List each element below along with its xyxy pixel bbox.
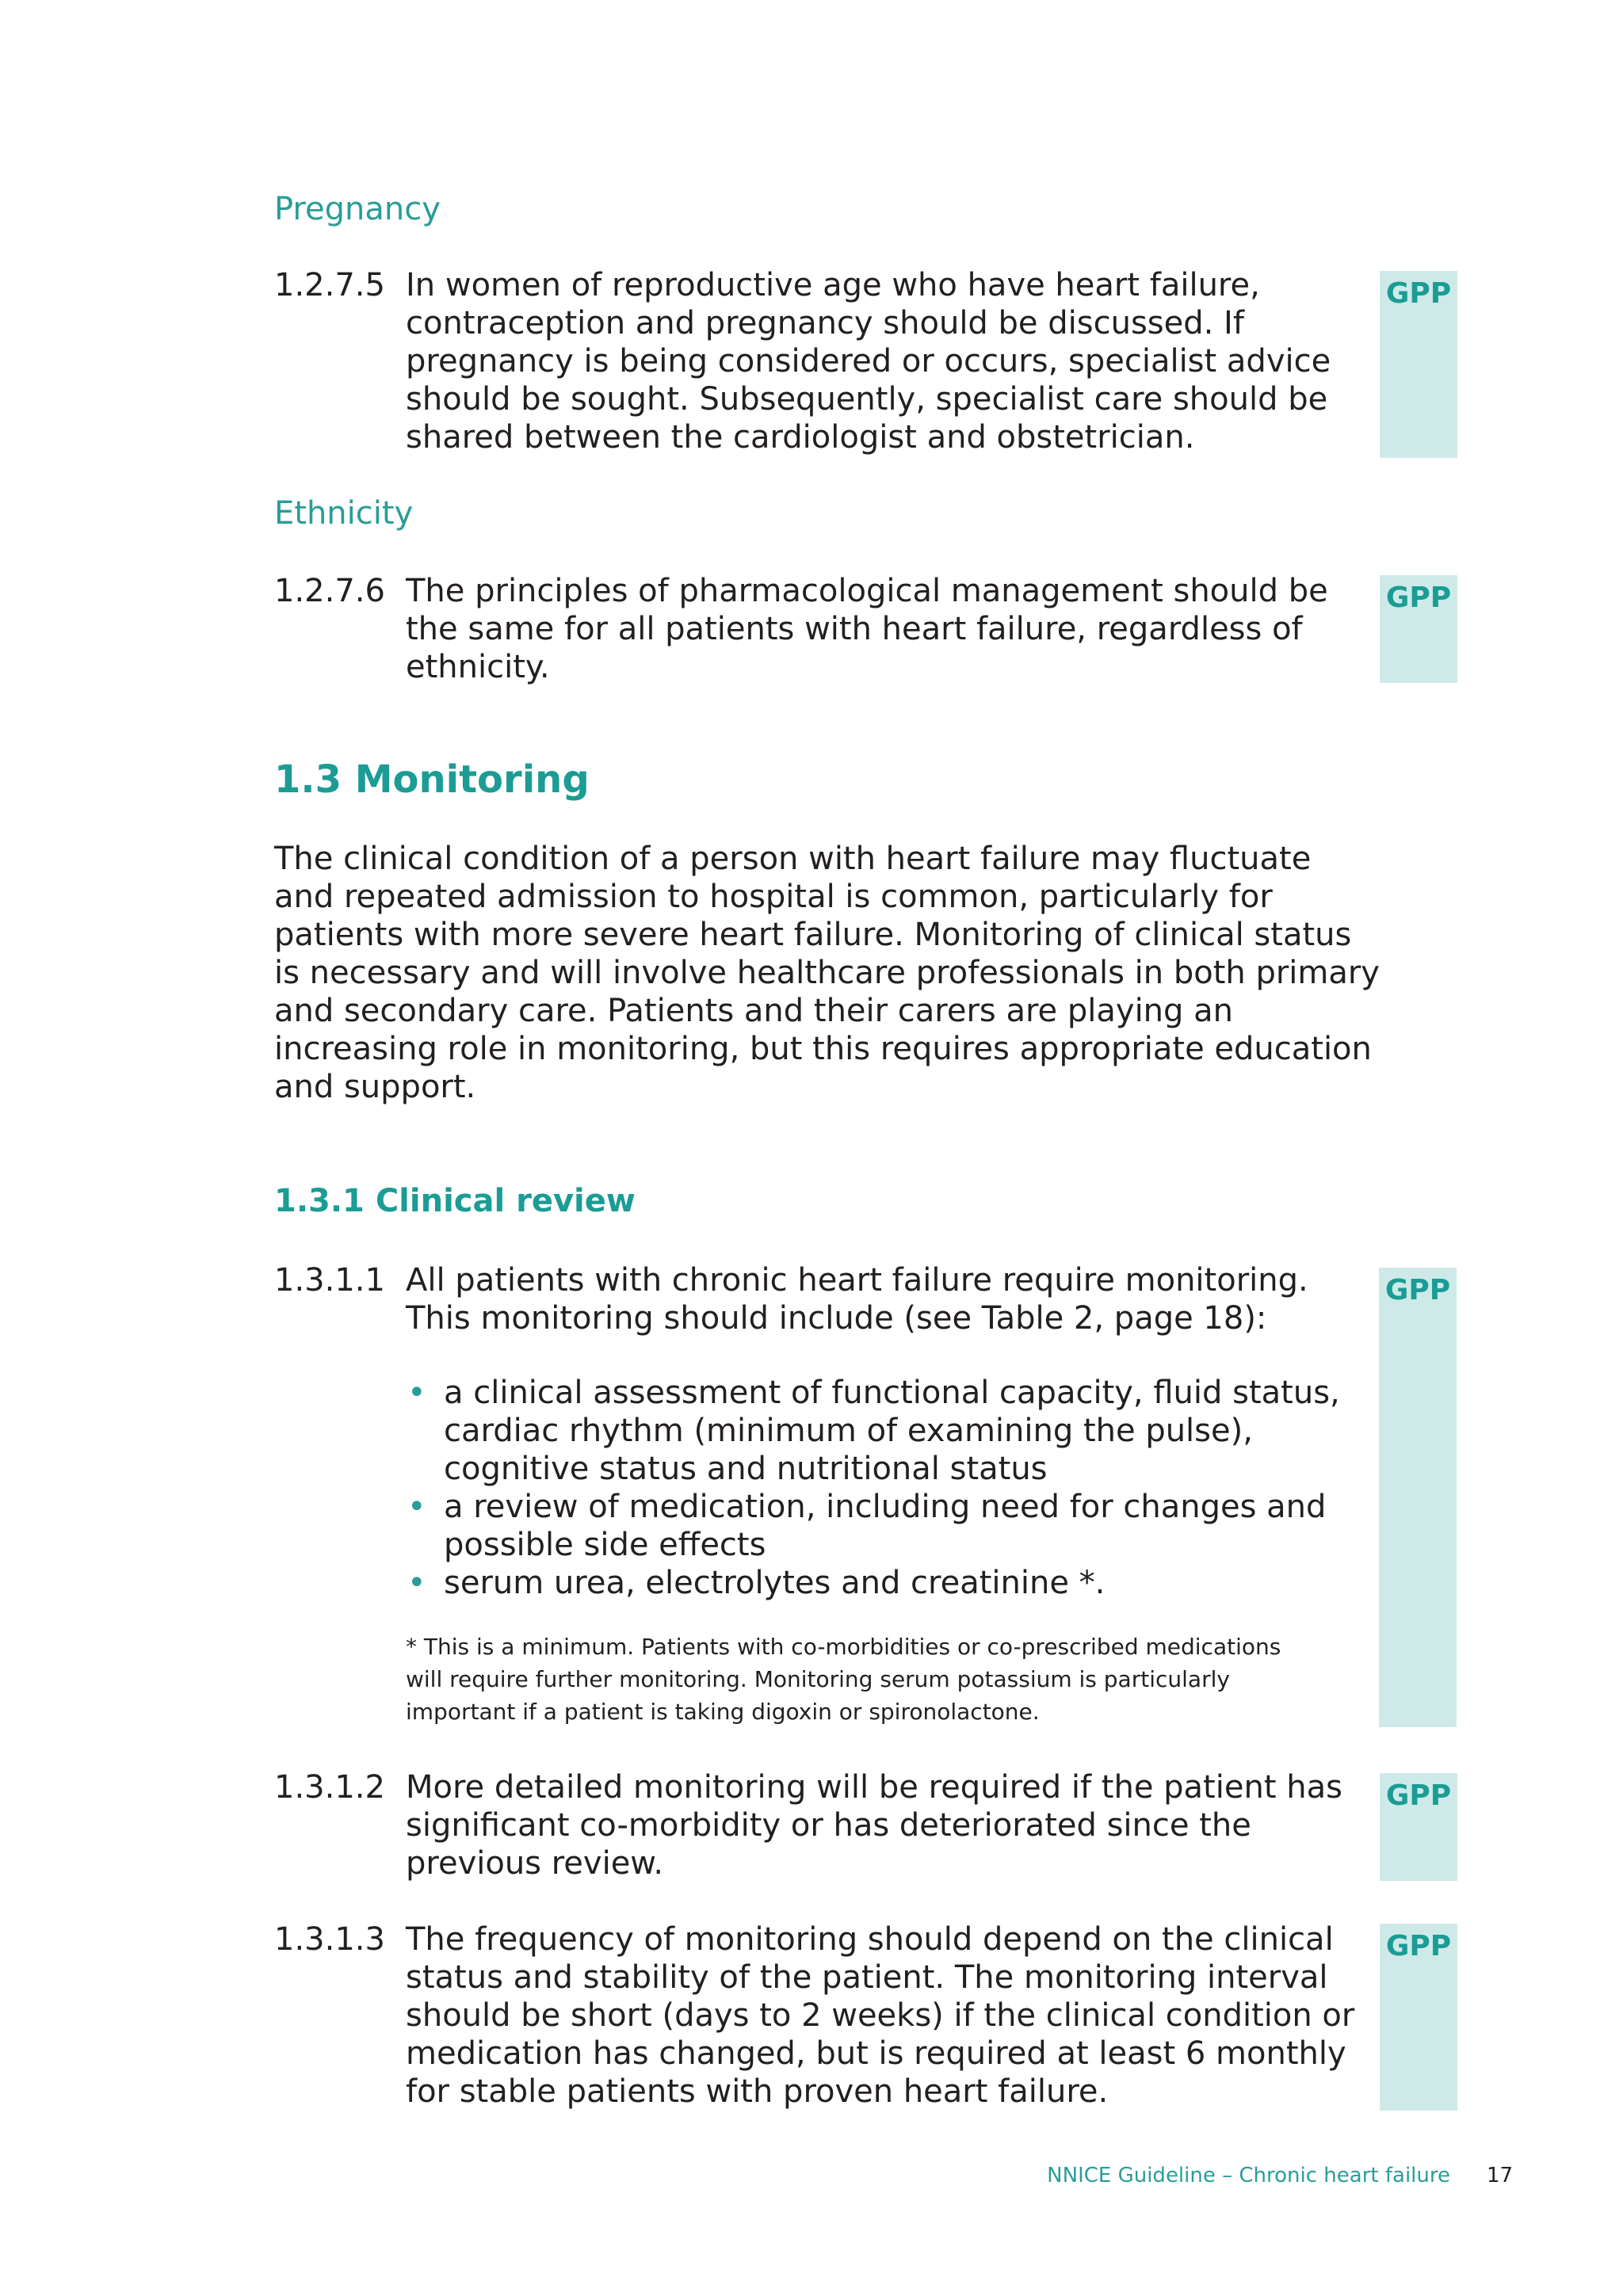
item-text-1-3-1-1: All patients with chronic heart failure require monitoring. This monitoring should include (see Table 2, page 18): xyxy=(406,1262,1308,1337)
monitoring-bullet-list xyxy=(406,1374,1373,1602)
item-number-1-3-1-3: 1.3.1.3 xyxy=(274,1921,385,1958)
pregnancy-heading: Pregnancy xyxy=(274,191,441,227)
monitoring-intro: The clinical condition of a person with heart failure may fluctuate and repeated admission to hospital is common, particularly for patients with more severe heart failure. Monitoring of clinical status is necessary and will involve healthcare professionals in both primary and secondary care. Patients and their carers are playing an increasing role in monitoring, but this requires appropriate education and support. xyxy=(274,841,1380,1105)
item-text-1-2-7-5: In women of reproductive age who have heart failure, contraception and pregnancy should be discussed. If pregnancy is being considered or occurs, specialist advice should be sought. Subsequently, specialist care should be shared between the cardiologist and obstetrician. xyxy=(406,267,1331,456)
list-item xyxy=(406,1374,1373,1488)
bullet-text: a review of medication, including need for changes and possible side effects xyxy=(444,1489,1327,1563)
ethnicity-heading: Ethnicity xyxy=(274,495,414,532)
section-heading-monitoring: 1.3 Monitoring xyxy=(274,757,590,802)
item-text-1-3-1-2: More detailed monitoring will be required if the patient has significant co-morbidity or has deteriorated since the previous review. xyxy=(406,1769,1342,1882)
list-item xyxy=(406,1564,1373,1602)
item-text-1-3-1-3: The frequency of monitoring should depend on the clinical status and stability of the patient. The monitoring interval should be short (days to 2 weeks) if the clinical condition or medication has changed, but is required at least 6 monthly for stable patients with proven heart failure. xyxy=(406,1921,1355,2110)
gpp-badge xyxy=(1379,1268,1457,1727)
item-number-1-3-1-1: 1.3.1.1 xyxy=(274,1262,385,1299)
item-number-1-2-7-6: 1.2.7.6 xyxy=(274,573,385,609)
item-number-1-3-1-2: 1.3.1.2 xyxy=(274,1769,385,1806)
gpp-badge-label: GPP xyxy=(1385,582,1452,614)
gpp-badge-label: GPP xyxy=(1385,1779,1452,1812)
page-number: 17 xyxy=(1487,2164,1514,2187)
footnote: * This is a minimum. Patients with co-morbidities or co-prescribed medications will require further monitoring. Monitoring serum potassium is particularly important if a patient is taking digoxin or spironolactone. xyxy=(406,1634,1281,1725)
gpp-badge xyxy=(1380,1773,1457,1881)
subsection-heading-clinical-review: 1.3.1 Clinical review xyxy=(274,1183,636,1219)
gpp-badge xyxy=(1380,575,1457,683)
gpp-badge xyxy=(1380,271,1457,458)
item-number-1-2-7-5: 1.2.7.5 xyxy=(274,267,385,303)
bullet-marker: • xyxy=(407,1489,426,1525)
gpp-badge xyxy=(1380,1924,1457,2111)
gpp-badge-label: GPP xyxy=(1384,1274,1451,1306)
gpp-badge-label: GPP xyxy=(1385,1930,1452,1962)
list-item xyxy=(406,1488,1373,1564)
bullet-text: a clinical assessment of functional capacity, fluid status, cardiac rhythm (minimum of examining the pulse), cognitive status and nutritional status xyxy=(444,1375,1340,1487)
bullet-marker: • xyxy=(407,1565,426,1601)
footer-title: NNICE Guideline – Chronic heart failure xyxy=(1047,2164,1450,2187)
bullet-marker: • xyxy=(407,1375,426,1411)
gpp-badge-label: GPP xyxy=(1385,277,1452,310)
bullet-text: serum urea, electrolytes and creatinine *. xyxy=(444,1565,1106,1601)
item-text-1-2-7-6: The principles of pharmacological management should be the same for all patients with heart failure, regardless of ethnicity. xyxy=(406,573,1328,685)
